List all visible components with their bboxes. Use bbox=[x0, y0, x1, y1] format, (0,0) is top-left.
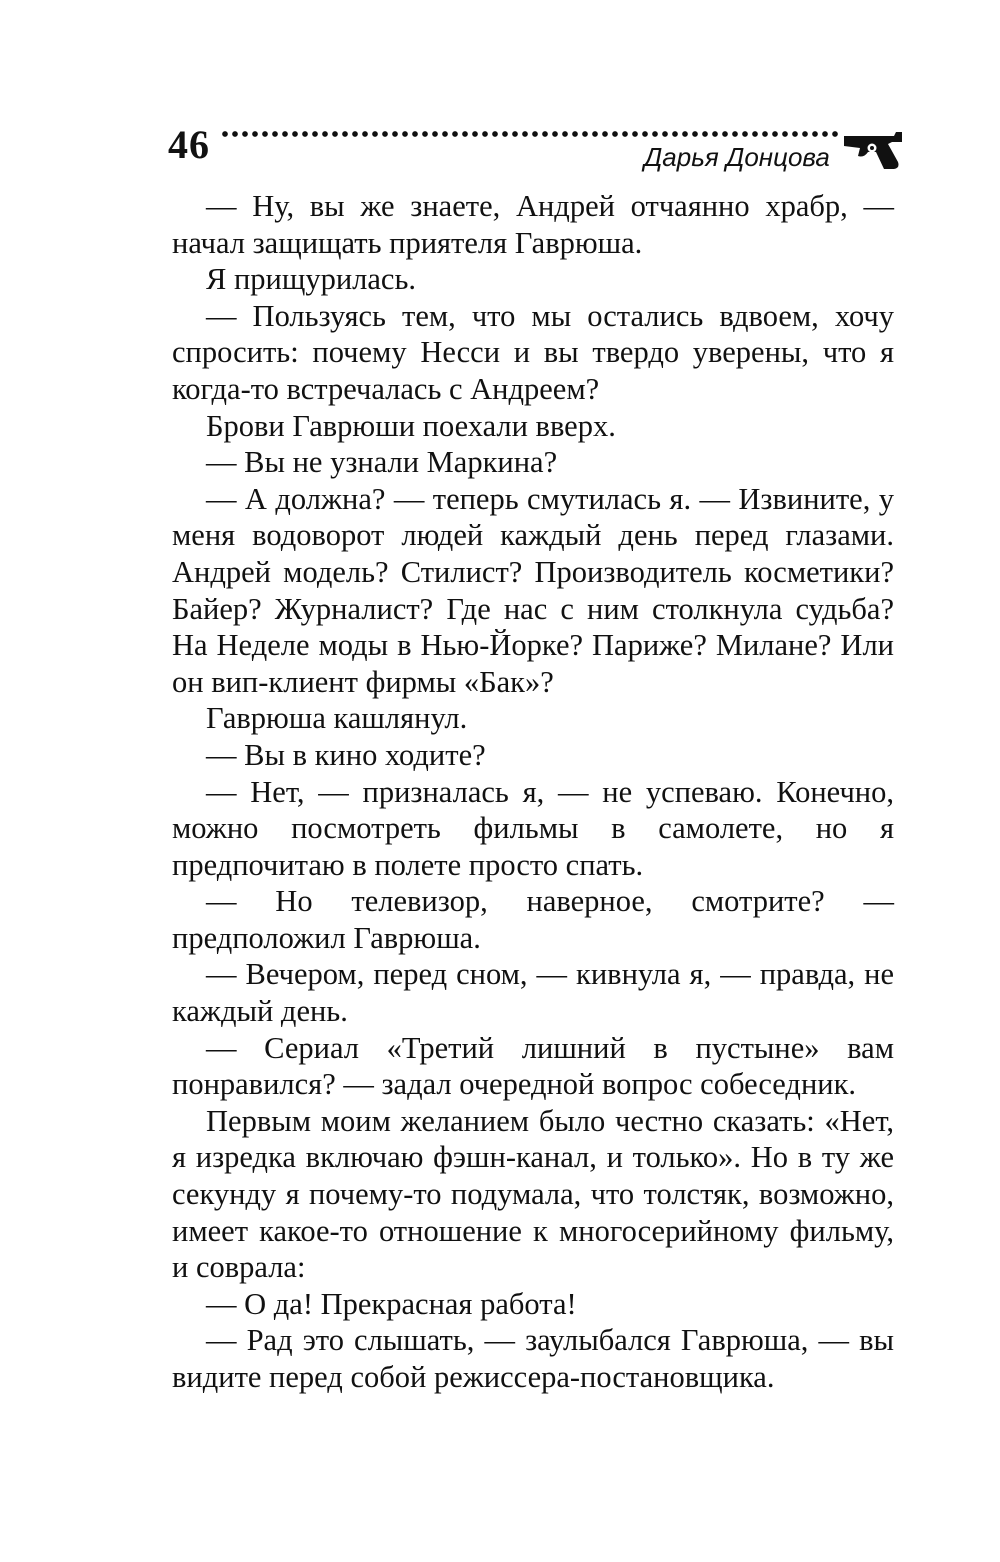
paragraph: — О да! Прекрасная работа! bbox=[206, 1286, 577, 1321]
dotted-leader bbox=[220, 130, 840, 138]
paragraph: Я прищурилась. bbox=[206, 262, 417, 297]
paragraph: Брови Гаврюши поехали вверх. bbox=[206, 408, 616, 443]
pistol-icon bbox=[842, 128, 908, 170]
body-text bbox=[172, 188, 894, 1396]
paragraph: Гаврюша кашлянул. bbox=[206, 701, 468, 736]
paragraph: — А должна? — теперь смутилась я. — Извините, у меня водоворот людей каждый день перед глазами. Андрей модель? Стилист? Производитель косметики? Байер? Журналист? Где нас с ним столкнула судьба? На Неделе моды в Нью-Йорке? Париже? Милане? Или он вип-клиент фирмы «Бак»? bbox=[172, 481, 894, 699]
paragraph: — Пользуясь тем, что мы остались вдвоем, хочу спросить: почему Несси и вы твердо уверены, что я когда-то встречалась с Андреем? bbox=[172, 298, 894, 406]
author-name: Дарья Донцова bbox=[644, 142, 830, 172]
paragraph: — Вы не узнали Маркина? bbox=[206, 445, 558, 480]
paragraph: — Ну, вы же знаете, Андрей отчаянно храбр, — начал защищать приятеля Гаврюша. bbox=[172, 189, 894, 260]
paragraph: — Нет, — призналась я, — не успеваю. Конечно, можно посмотреть фильмы в самолете, но я предпочитаю в полете просто спать. bbox=[172, 774, 894, 882]
paragraph: — Но телевизор, наверное, смотрите? — предположил Гаврюша. bbox=[172, 884, 894, 955]
running-header bbox=[168, 120, 908, 182]
paragraph: — Вы в кино ходите? bbox=[206, 737, 486, 772]
paragraph: Первым моим желанием было честно сказать: «Нет, я изредка включаю фэшн-канал, и только». Но в ту же секунду я почему-то подумала, что толстяк, возможно, имеет какое-то отношение к многосерийному фильму, и соврала: bbox=[172, 1103, 894, 1285]
page-number: 46 bbox=[168, 122, 210, 167]
paragraph: — Вечером, перед сном, — кивнула я, — правда, не каждый день. bbox=[172, 957, 894, 1029]
paragraph: — Сериал «Третий лишний в пустыне» вам понравился? — задал очередной вопрос собеседник. bbox=[172, 1030, 894, 1102]
paragraph: — Рад это слышать, — заулыбался Гаврюша, — вы видите перед собой режиссера-постановщика. bbox=[172, 1323, 894, 1394]
